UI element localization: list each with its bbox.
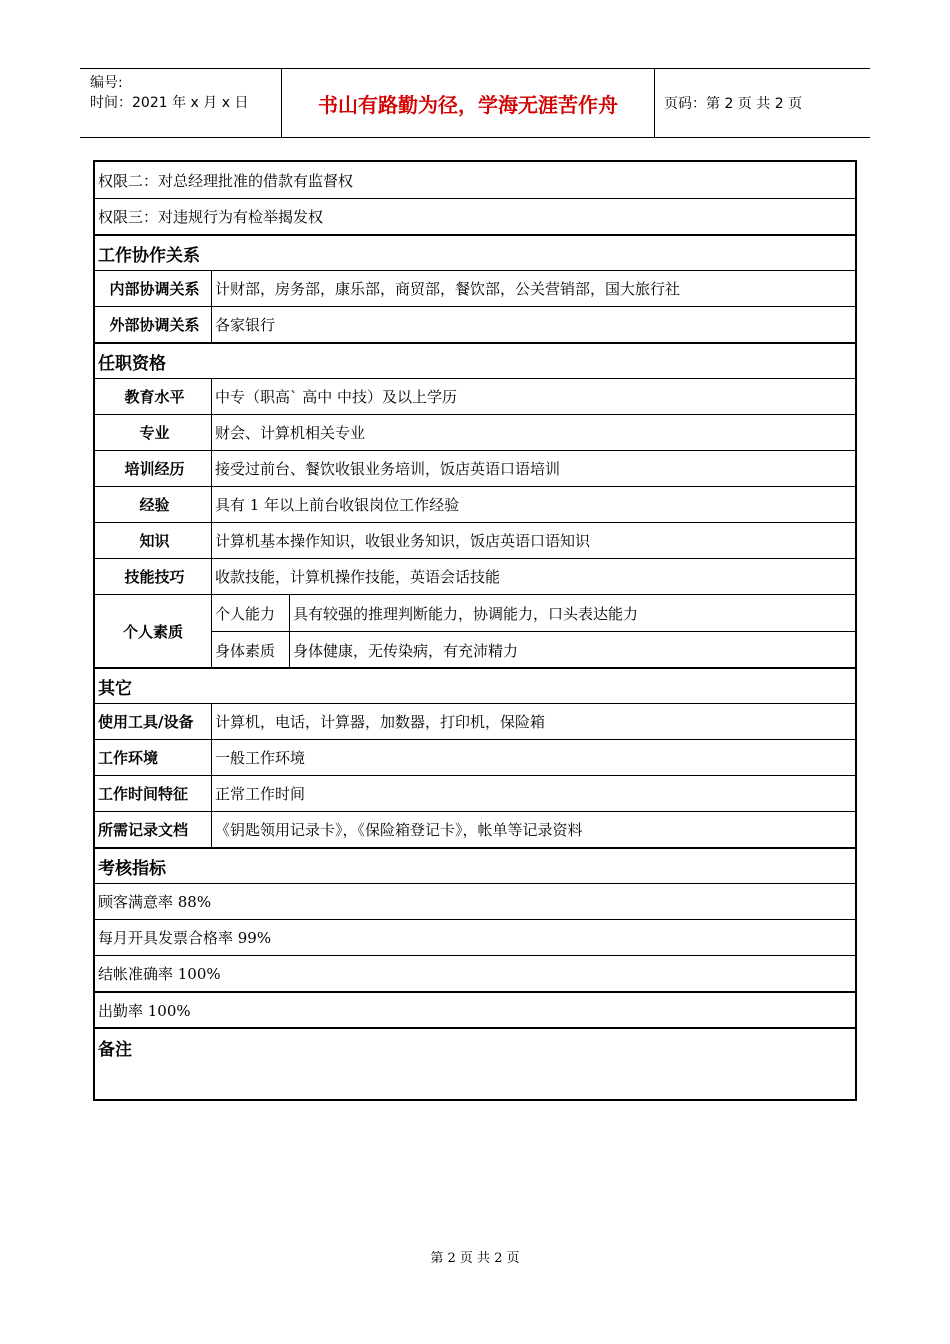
section-header [95,234,855,270]
row-value: 计算机，电话，计算器，加数器，打印机，保险箱 [215,713,546,731]
header-time: 时间：2021 年 x 月 x 日 [90,95,249,111]
row-label: 工作时间特征 [95,776,212,811]
table-row [212,595,855,631]
row-value: 中专（职高` 高中 中技）及以上学历 [215,388,458,406]
table-row [95,558,855,594]
row-label: 工作环境 [95,740,212,775]
sub-label: 身体素质 [212,632,290,668]
section-title-coordination: 工作协作关系 [98,245,200,266]
row-label: 外部协调关系 [95,307,212,342]
header-number: 编号: [90,75,123,91]
table-row [95,198,855,234]
row-value: 一般工作环境 [215,749,306,767]
table-row [95,306,855,342]
table-row [95,270,855,306]
row-label: 经验 [95,487,212,522]
header-motto: 书山有路勤为径，学海无涯苦作舟 [282,69,655,137]
row-label: 教育水平 [95,379,212,414]
remark-section [95,1027,855,1099]
page-header [80,68,870,138]
sub-value: 身体健康，无传染病，有充沛精力 [293,641,519,660]
section-title-remark: 备注 [98,1040,132,1060]
row-label: 专业 [95,415,212,450]
row-label: 个人素质 [95,595,212,667]
table-row [95,775,855,811]
table-row [95,450,855,486]
row-value: 收款技能，计算机操作技能，英语会话技能 [215,568,501,586]
right-item: 权限三：对违规行为有检举揭发权 [98,208,324,226]
table-row [95,991,855,1027]
job-description-table [93,160,857,1101]
table-row [95,883,855,919]
section-header [95,847,855,883]
row-label: 内部协调关系 [95,271,212,306]
row-value: 具有 1 年以上前台收银岗位工作经验 [215,496,460,514]
row-value: 计财部，房务部，康乐部，商贸部，餐饮部，公关营销部，国大旅行社 [215,280,681,298]
kpi-item: 结帐准确率 100% [98,965,221,983]
section-header [95,342,855,378]
row-value: 《钥匙领用记录卡》，《保险箱登记卡》，帐单等记录资料 [215,821,583,839]
table-row [95,919,855,955]
row-value: 正常工作时间 [215,785,306,803]
table-row [95,955,855,991]
table-row [95,162,855,198]
table-row [95,378,855,414]
table-row [95,811,855,847]
table-row [95,522,855,558]
kpi-item: 每月开具发票合格率 99% [98,929,272,947]
row-label: 使用工具/设备 [95,704,212,739]
section-header [95,667,855,703]
row-value: 接受过前台、餐饮收银业务培训，饭店英语口语培训 [215,460,561,478]
section-title-other: 其它 [98,678,132,699]
row-label: 技能技巧 [95,559,212,594]
section-title-qualification: 任职资格 [98,353,166,374]
section-title-kpi: 考核指标 [98,858,166,879]
sub-value: 具有较强的推理判断能力，协调能力，口头表达能力 [293,604,639,623]
page-footer: 第 2 页 共 2 页 [430,1251,520,1266]
table-row [212,631,855,668]
table-row [95,703,855,739]
kpi-item: 顾客满意率 88% [98,893,212,911]
header-page-code: 页码：第 2 页 共 2 页 [664,96,803,112]
sub-label: 个人能力 [212,595,290,631]
row-value: 计算机基本操作知识，收银业务知识，饭店英语口语知识 [215,532,591,550]
row-label: 知识 [95,523,212,558]
row-value: 财会、计算机相关专业 [215,424,366,442]
row-label: 所需记录文档 [95,812,212,847]
row-value: 各家银行 [215,316,276,334]
table-row [95,414,855,450]
header-meta [80,69,282,137]
table-row [95,486,855,522]
right-item: 权限二：对总经理批准的借款有监督权 [98,171,354,190]
personal-quality-block [95,594,855,667]
kpi-item: 出勤率 100% [98,1001,191,1020]
table-row [95,739,855,775]
row-label: 培训经历 [95,451,212,486]
